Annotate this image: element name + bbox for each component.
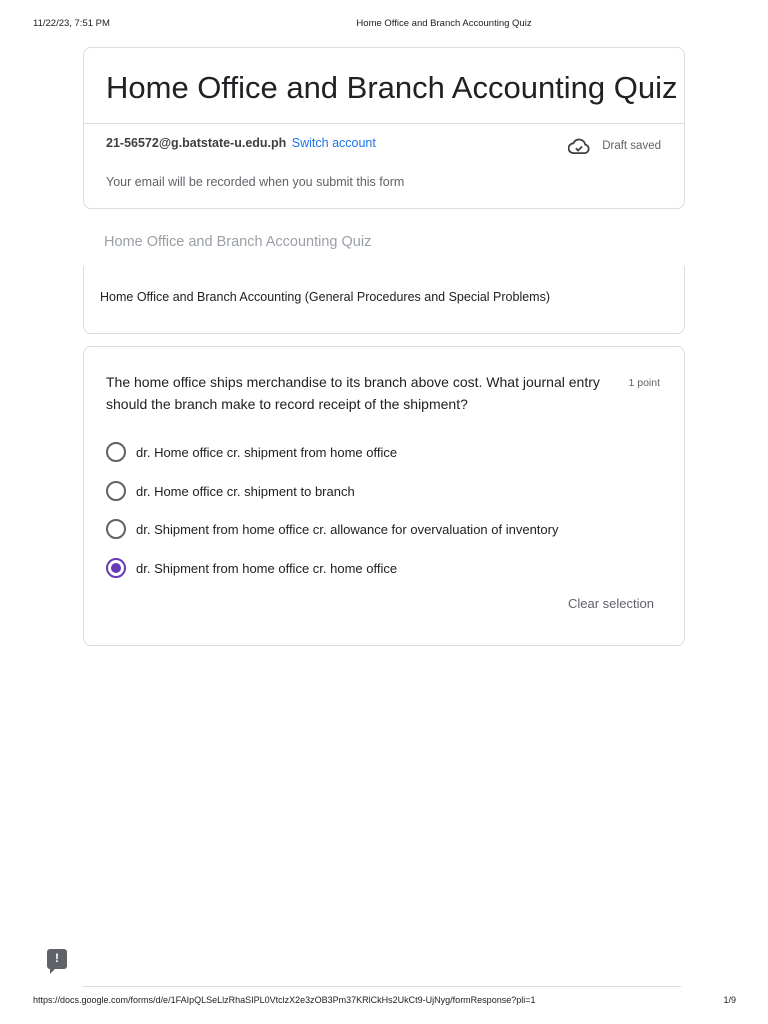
radio-button-selected[interactable] [106, 558, 126, 578]
form-title: Home Office and Branch Accounting Quiz [106, 70, 678, 105]
radio-button[interactable] [106, 519, 126, 539]
page-number: 1/9 [723, 995, 736, 1005]
section-header: Home Office and Branch Accounting Quiz [104, 234, 372, 250]
title-divider [84, 123, 684, 124]
draft-status-text: Draft saved [602, 140, 661, 152]
print-footer [0, 995, 768, 1009]
section-description-card [83, 266, 685, 334]
cloud-check-icon [568, 138, 590, 154]
clear-selection-button[interactable]: Clear selection [560, 594, 662, 613]
radio-button[interactable] [106, 481, 126, 501]
account-row [106, 136, 376, 150]
option-label: dr. Home office cr. shipment to branch [136, 483, 355, 499]
account-email: 21-56572@g.batstate-u.edu.ph [106, 136, 287, 150]
question-card [83, 346, 685, 646]
option-1[interactable] [106, 441, 397, 463]
option-4[interactable] [106, 557, 397, 579]
switch-account-link[interactable]: Switch account [291, 136, 376, 150]
print-datetime: 11/22/23, 7:51 PM [33, 18, 110, 29]
option-3[interactable] [106, 518, 558, 540]
email-record-note: Your email will be recorded when you submit this form [106, 175, 405, 189]
option-label: dr. Shipment from home office cr. home office [136, 560, 398, 576]
section-description: Home Office and Branch Accounting (General Procedures and Special Problems) [100, 290, 551, 304]
print-header [0, 18, 768, 32]
print-document-title: Home Office and Branch Accounting Quiz [356, 18, 532, 29]
question-points: 1 point [628, 377, 660, 389]
print-url: https://docs.google.com/forms/d/e/1FAIpQLSeLlzRhaSIPL0VtclzX2e3zOB3Pm37KRlCkHs2UkCt9-UjNyg/formResponse?pli=1 [33, 995, 536, 1005]
question-text: The home office ships merchandise to its branch above cost. What journal entry should the branch make to record receipt of the shipment? [106, 374, 600, 412]
option-label: dr. Home office cr. shipment from home office [136, 444, 398, 460]
option-2[interactable] [106, 480, 355, 502]
footer-divider [83, 986, 681, 987]
form-title-card [83, 47, 685, 209]
option-label: dr. Shipment from home office cr. allowance for overvaluation of inventory [136, 521, 559, 537]
radio-button[interactable] [106, 442, 126, 462]
report-issue-icon[interactable]: ! [47, 949, 67, 969]
draft-status [568, 138, 661, 154]
